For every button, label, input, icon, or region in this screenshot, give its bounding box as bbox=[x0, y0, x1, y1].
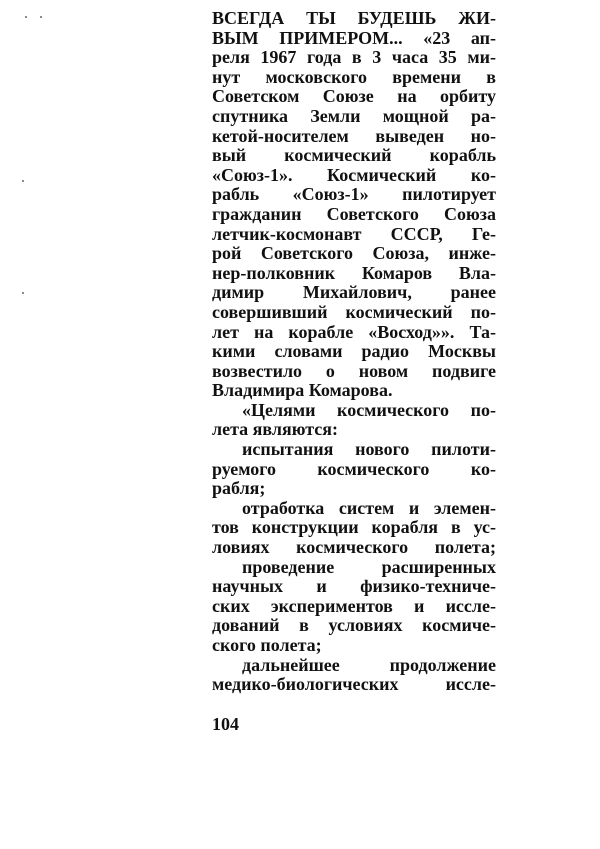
text-line: спутника Земли мощной ра- bbox=[212, 105, 496, 126]
page-number: 104 bbox=[212, 714, 239, 734]
text-line: проведение расширенных bbox=[242, 556, 496, 577]
text-line: научных и физико-техниче- bbox=[212, 576, 496, 597]
text-line: возвестило о новом подвиге bbox=[212, 360, 496, 381]
text-line: лета являются: bbox=[212, 419, 339, 440]
text-line: лет на корабле «Восход»». Та- bbox=[212, 321, 496, 342]
text-line: дований в условиях космиче- bbox=[212, 615, 496, 636]
text-line: «Союз-1». Космический ко- bbox=[212, 164, 496, 185]
text-line: нер-полковник Комаров Вла- bbox=[212, 262, 496, 283]
text-line: руемого космического ко- bbox=[212, 458, 496, 479]
text-line: ВЫМ ПРИМЕРОМ... «23 ап- bbox=[212, 27, 496, 48]
text-line: гражданин Советского Союза bbox=[212, 203, 496, 224]
text-line: ловиях космического полета; bbox=[212, 537, 496, 558]
text-line: Советском Союзе на орбиту bbox=[212, 86, 496, 107]
text-line: «Целями космического по- bbox=[242, 399, 496, 420]
text-line: реля 1967 года в 3 часа 35 ми- bbox=[212, 47, 496, 68]
text-line: рабля; bbox=[212, 478, 266, 499]
scan-speck bbox=[25, 16, 27, 18]
text-line: кетой-носителем выведен но- bbox=[212, 125, 496, 146]
text-line: ского полета; bbox=[212, 635, 322, 655]
book-page-text bbox=[212, 9, 496, 695]
scan-speck bbox=[22, 180, 24, 182]
text-line: дальнейшее продолжение bbox=[242, 654, 496, 675]
text-line: ских экспериментов и иссле- bbox=[212, 595, 496, 616]
text-line: кими словами радио Москвы bbox=[212, 341, 496, 362]
text-line: Владимира Комарова. bbox=[212, 380, 393, 401]
text-line: летчик-космонавт СССР, Ге- bbox=[212, 223, 496, 244]
text-line: рабль «Союз-1» пилотирует bbox=[212, 184, 496, 205]
text-line: димир Михайлович, ранее bbox=[212, 282, 496, 303]
text-line: отработка систем и элемен- bbox=[242, 497, 496, 518]
scan-speck bbox=[40, 16, 42, 18]
text-line: тов конструкции корабля в ус- bbox=[212, 517, 496, 538]
text-line: нут московского времени в bbox=[212, 66, 496, 87]
text-line: испытания нового пилоти- bbox=[242, 439, 496, 460]
text-line: медико-биологических иссле- bbox=[212, 674, 496, 695]
scan-speck bbox=[22, 292, 24, 294]
text-line: рой Советского Союза, инже- bbox=[212, 243, 496, 264]
text-line: совершивший космический по- bbox=[212, 301, 496, 322]
section-heading: ВСЕГДА ТЫ БУДЕШЬ ЖИ- bbox=[212, 8, 496, 28]
text-line: вый космический корабль bbox=[212, 145, 496, 166]
